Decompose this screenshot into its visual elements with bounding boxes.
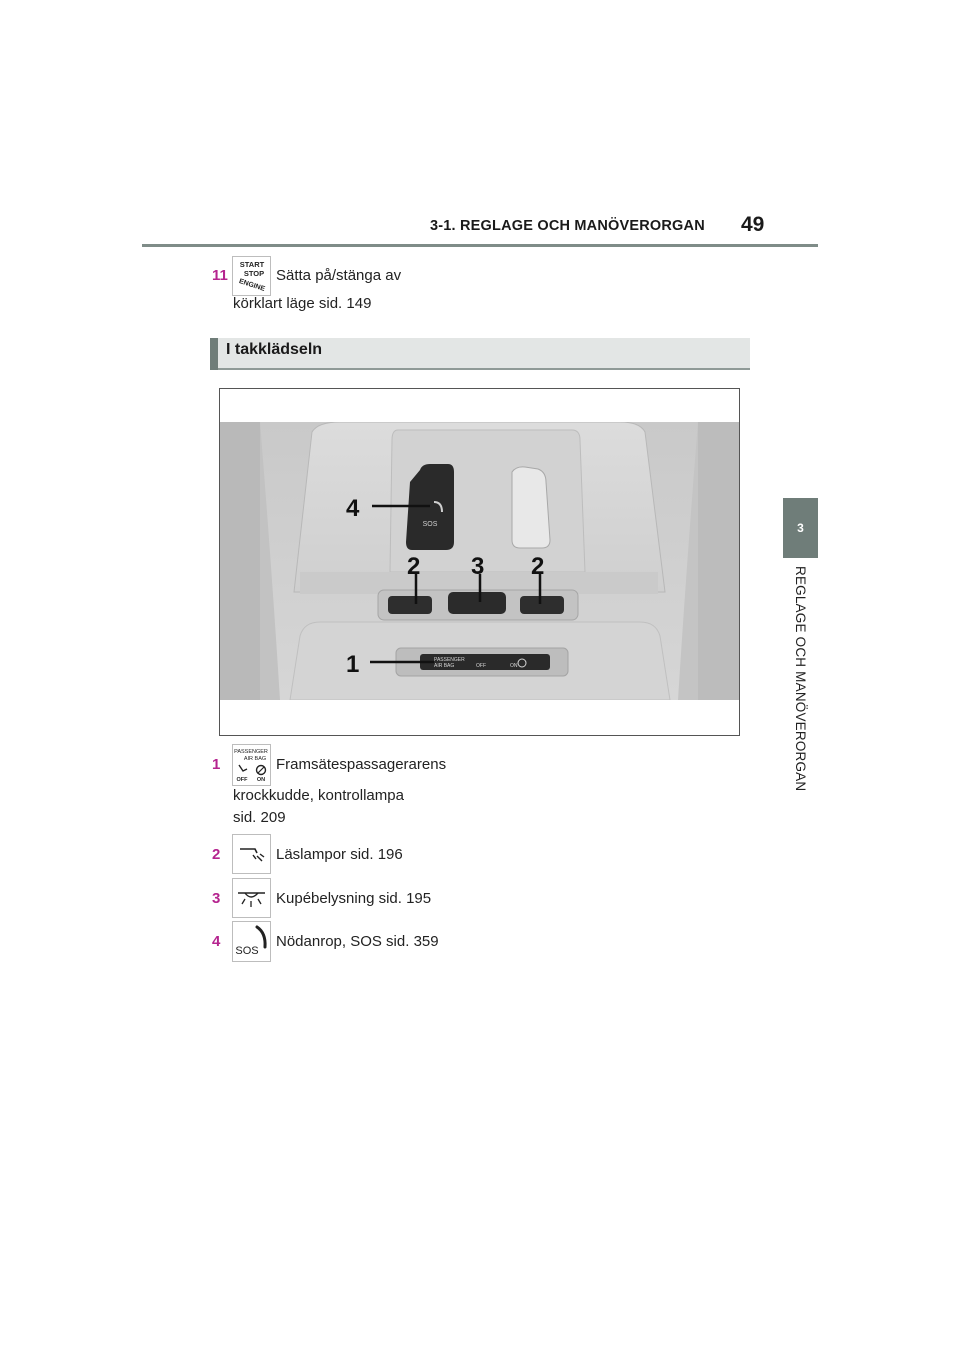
item-1-line-2: krockkudde, kontrollampa	[233, 787, 404, 804]
callout-4: 4	[346, 495, 360, 522]
icon-stop-text: STOP	[243, 269, 265, 278]
item-2-number: 2	[212, 846, 221, 863]
section-heading-accent	[210, 338, 218, 370]
photo-airbag-label-1: PASSENGER	[434, 657, 465, 663]
sos-icon-text: SOS	[235, 945, 259, 957]
airbag-icon-text-1: PASSENGER	[234, 749, 268, 755]
header-rule	[142, 244, 818, 247]
section-heading: I takklädseln	[226, 341, 323, 358]
callout-1: 1	[346, 651, 360, 678]
item-1-number: 1	[212, 756, 221, 773]
airbag-icon-on: ON	[256, 777, 266, 783]
airbag-icon-off: OFF	[236, 777, 248, 783]
callout-2-left: 2	[407, 553, 421, 580]
passenger-airbag-icon	[232, 744, 271, 786]
item-11-text: Sätta på/stänga av	[276, 267, 402, 284]
overhead-console-photo	[220, 422, 739, 700]
callout-3: 3	[471, 553, 485, 580]
section-title: 3-1. REGLAGE OCH MANÖVERORGAN	[430, 218, 705, 234]
icon-start-text: START	[239, 260, 265, 269]
reading-lamp-icon	[232, 834, 271, 874]
chapter-side-label	[780, 566, 820, 826]
photo-airbag-off: OFF	[476, 663, 486, 669]
item-4-text: Nödanrop, SOS sid. 359	[276, 933, 439, 950]
item-1-line-3: sid. 209	[233, 809, 286, 826]
start-stop-engine-icon	[232, 256, 271, 296]
chapter-tab: 3	[783, 498, 818, 558]
item-2-text: Läslampor sid. 196	[276, 846, 403, 863]
interior-light-icon	[232, 878, 271, 918]
page-number: 49	[741, 213, 765, 236]
item-1-line-1: Framsätespassagerarens	[276, 756, 447, 773]
item-3-text: Kupébelysning sid. 195	[276, 890, 432, 907]
sos-call-icon	[232, 921, 271, 962]
item-11-number: 11	[212, 267, 228, 284]
photo-airbag-on: ON	[510, 663, 518, 669]
chapter-title-vertical: REGLAGE OCH MANÖVERORGAN	[793, 566, 808, 792]
airbag-icon-text-2: AIR BAG	[243, 756, 267, 762]
item-3-number: 3	[212, 890, 221, 907]
photo-sos-label: SOS	[422, 521, 438, 528]
photo-airbag-label-2: AIR BAG	[434, 663, 455, 669]
item-4-number: 4	[212, 933, 221, 950]
icon-engine-text: ENGINE	[237, 277, 266, 293]
item-11-text-2: körklart läge sid. 149	[233, 295, 372, 312]
callout-2-right: 2	[531, 553, 545, 580]
